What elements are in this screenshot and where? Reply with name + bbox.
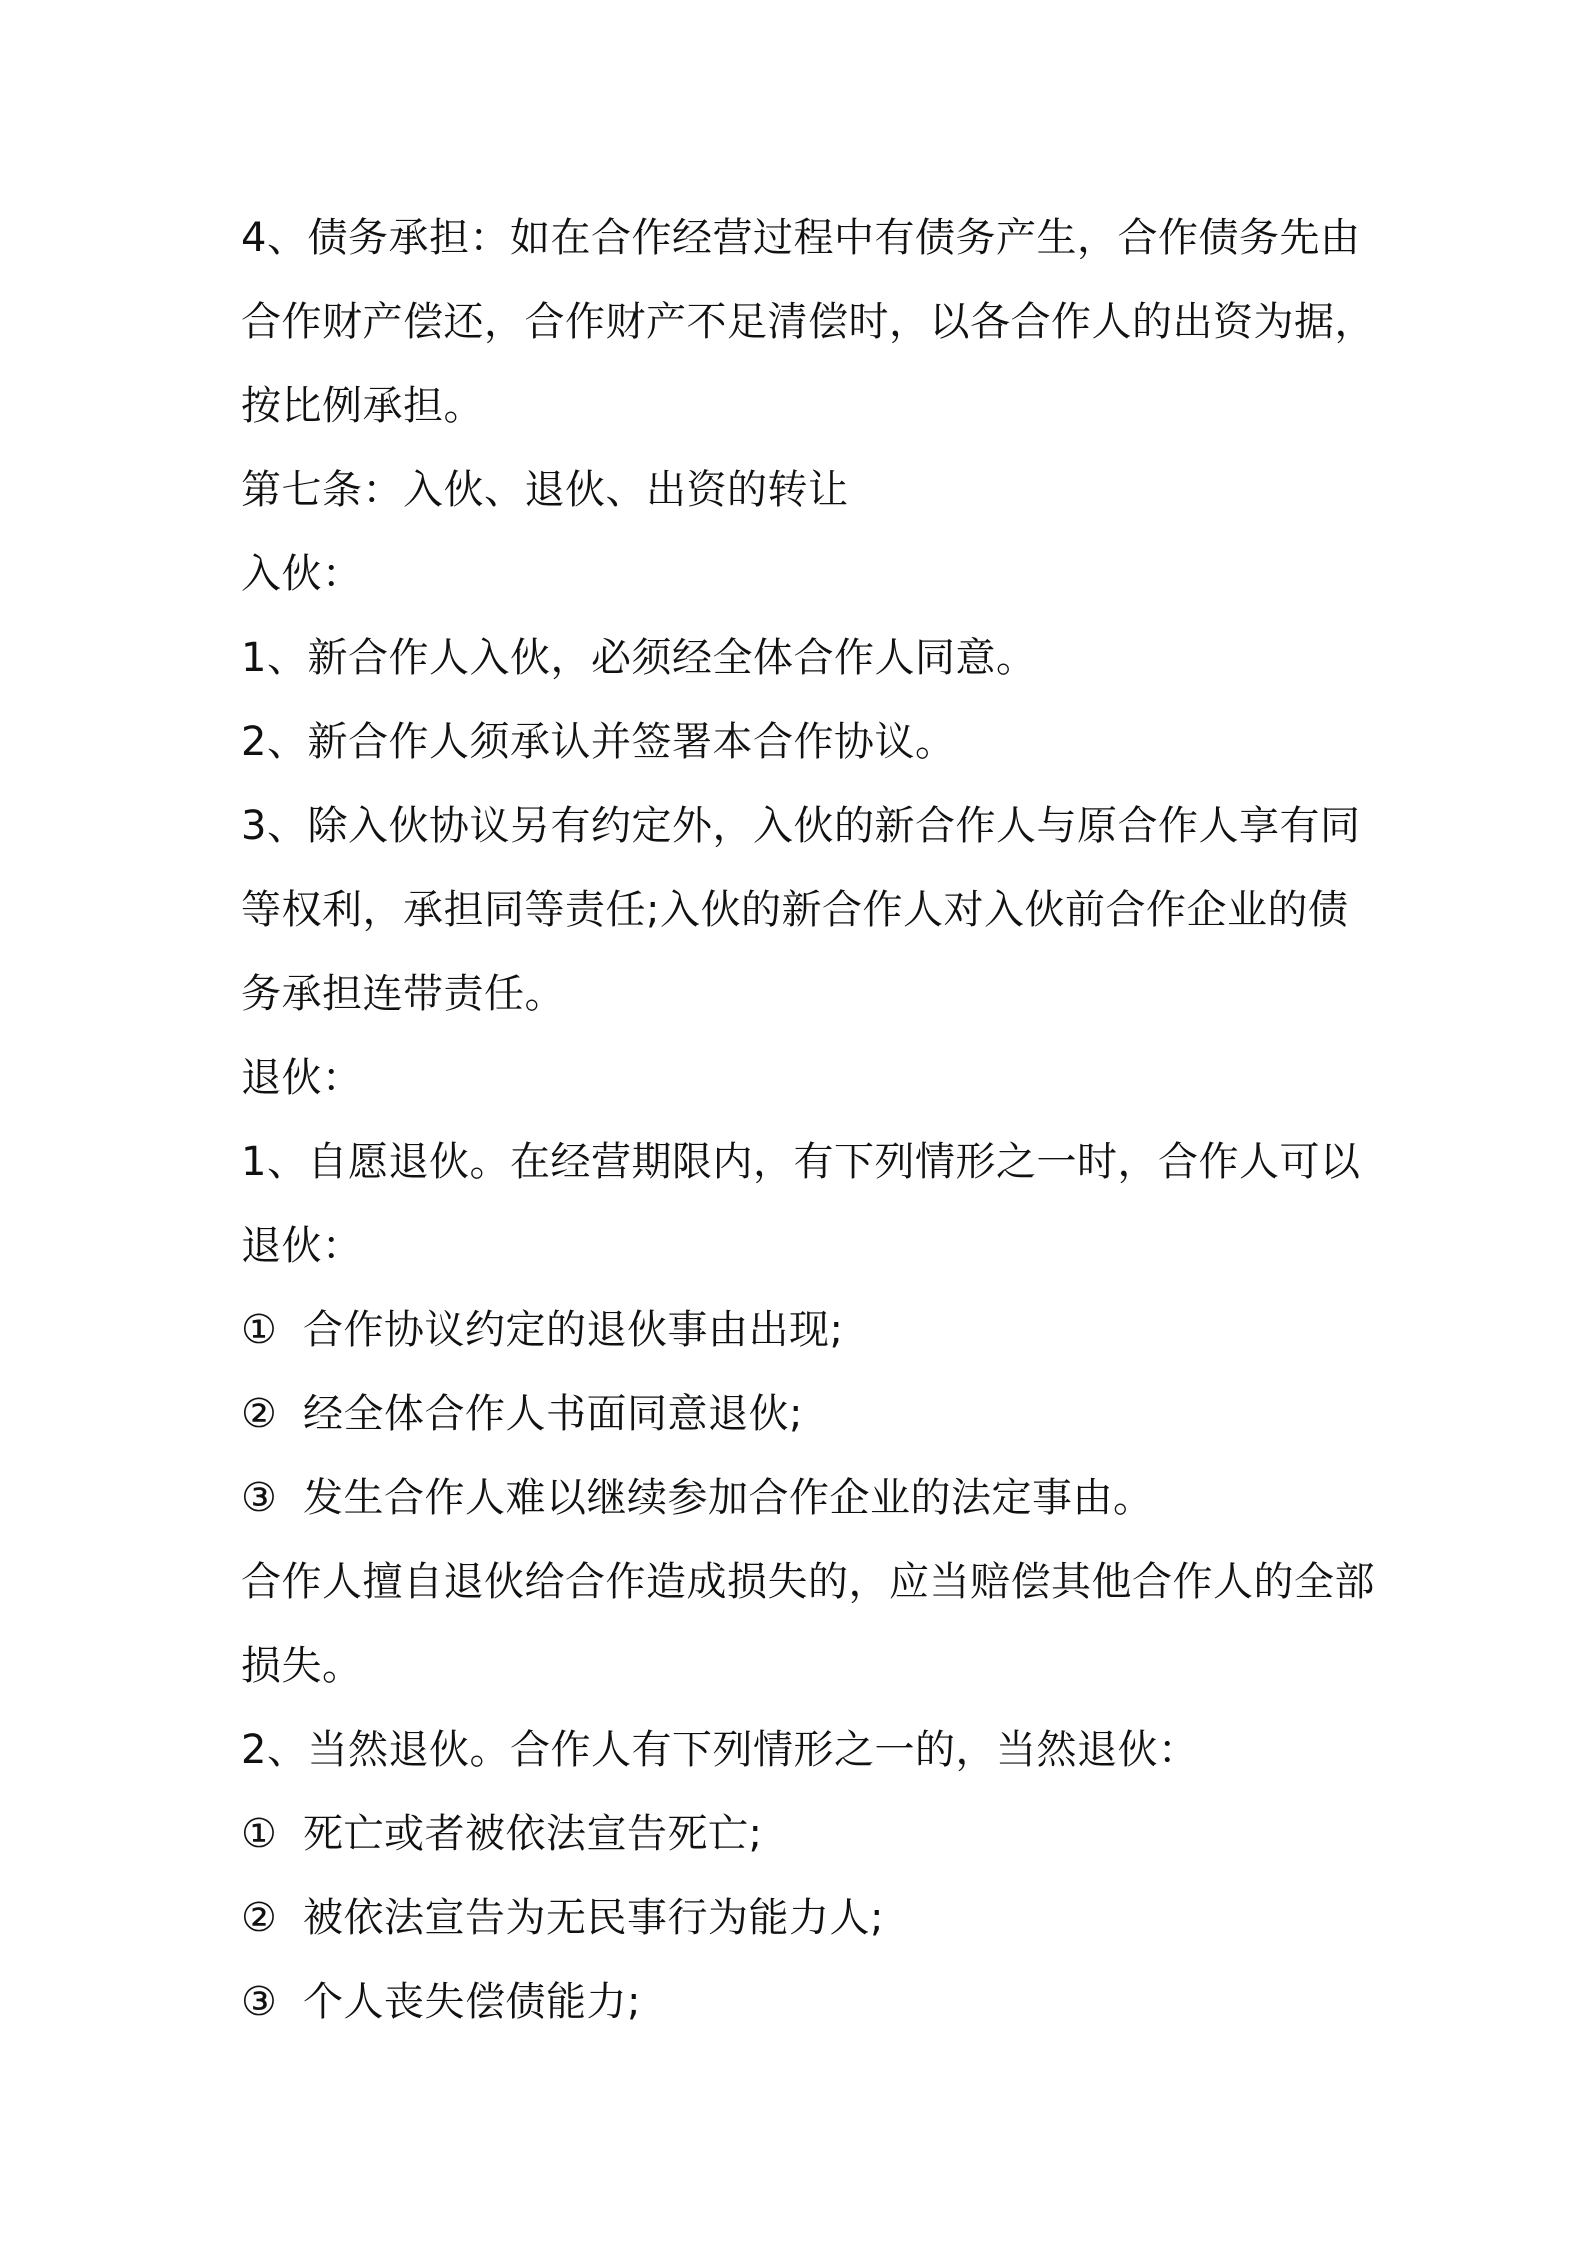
text-line: 2、当然退伙。合作人有下列情形之一的，当然退伙： — [241, 1727, 1199, 1773]
text-line: 2、新合作人须承认并签署本合作协议。 — [241, 719, 956, 765]
text-line: 务承担连带责任。 — [241, 971, 565, 1017]
item-marker: ① — [241, 1811, 278, 1857]
text-line: 1、自愿退伙。在经营期限内，有下列情形之一时，合作人可以 — [241, 1139, 1361, 1185]
section-heading: 第七条：入伙、退伙、出资的转让 — [241, 467, 849, 513]
text-line: 退伙： — [241, 1223, 363, 1269]
list-item — [241, 1876, 1351, 1960]
item-marker: ② — [241, 1895, 278, 1941]
item-text: 死亡或者被依法宣告死亡; — [303, 1811, 763, 1857]
text-line: 3、除入伙协议另有约定外，入伙的新合作人与原合作人享有同 — [241, 803, 1361, 849]
subheading-joining: 入伙： — [241, 551, 363, 597]
item-text: 个人丧失偿债能力; — [303, 1979, 641, 2025]
item-text: 合作协议约定的退伙事由出现; — [303, 1307, 844, 1353]
list-item — [241, 1792, 1351, 1876]
item-marker: ③ — [241, 1475, 278, 1521]
text-line: 按比例承担。 — [241, 383, 484, 429]
item-marker: ① — [241, 1307, 278, 1353]
list-item — [241, 1372, 1351, 1456]
text-line: 等权利，承担同等责任;入伙的新合作人对入伙前合作企业的债 — [241, 887, 1349, 933]
item-marker: ③ — [241, 1979, 278, 2025]
item-text: 经全体合作人书面同意退伙; — [303, 1391, 803, 1437]
list-item — [241, 1960, 1351, 2044]
text-line: 4、债务承担：如在合作经营过程中有债务产生，合作债务先由 — [241, 215, 1361, 261]
list-item — [241, 1456, 1351, 1540]
text-line: 损失。 — [241, 1643, 363, 1689]
text-line: 1、新合作人入伙，必须经全体合作人同意。 — [241, 635, 1037, 681]
document-body — [241, 196, 1375, 2044]
text-line: 合作财产偿还，合作财产不足清偿时，以各合作人的出资为据， — [241, 299, 1375, 345]
item-text: 发生合作人难以继续参加合作企业的法定事由。 — [303, 1475, 1154, 1521]
subheading-withdrawal: 退伙： — [241, 1055, 363, 1101]
text-line: 合作人擅自退伙给合作造成损失的，应当赔偿其他合作人的全部 — [241, 1559, 1375, 1605]
list-item — [241, 1288, 1351, 1372]
item-marker: ② — [241, 1391, 278, 1437]
item-text: 被依法宣告为无民事行为能力人; — [303, 1895, 884, 1941]
